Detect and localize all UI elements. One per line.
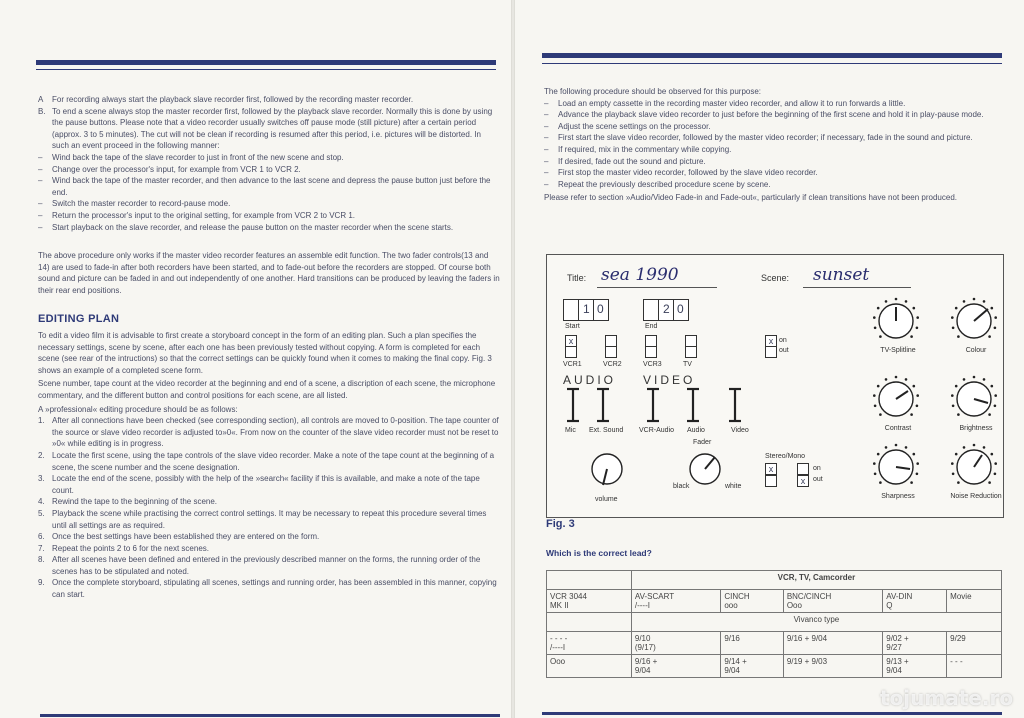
table-header-row [547,590,1002,613]
step-number: 3. [38,474,45,484]
cell-line1: 9/14 + [724,657,747,666]
list-marker: – [38,199,43,209]
on-switch-top: x [765,335,777,347]
editing-plan-body [38,330,500,601]
cell-line1: 9/16 [724,634,740,643]
header-line1: BNC/CINCH [786,592,832,601]
dash-marker: – [544,168,549,178]
left-header-rule-thin [36,69,496,70]
table-subheader-row [547,613,1002,632]
list-item [38,106,500,152]
start-digit-2: 1 [578,299,594,321]
procedure-step [544,132,1004,144]
procedure-note: Please refer to section »Audio/Video Fade-in and Fade-out«, particularly if clean transitions have not been produced. [544,193,957,203]
right-footer-rule [542,712,1002,715]
cell-line1: - - - - [550,634,568,643]
subheader-blank [547,613,632,632]
source-switch-bottom [645,346,657,358]
step-text: After all connections have been checked (see corresponding section), all controls are moved to 0-position. The tape counter of the source or slave video recorder is adjusted to»0«. From now on the counter of the slave video recorder must not be reset to »0« while editing is in progress. [52,416,499,449]
header-line1: Movie [950,592,972,601]
table-cell [783,655,882,678]
source-switch-top: x [565,335,577,347]
cell-line1: 9/02 + [886,634,909,643]
procedure-step [544,144,1004,156]
procedure-step [544,167,1004,179]
step-number: 7. [38,543,45,553]
source-label: TV [683,361,692,368]
list-text: Wind back the tape of the slave recorder to just in front of the new scene and stop. [52,152,344,162]
column-header [783,590,882,613]
volume-label: volume [595,496,618,503]
on-switch-bottom [765,346,777,358]
fader-label: VCR-Audio [639,427,675,434]
list-marker: B. [38,106,46,116]
cell-line1: 9/10 [634,634,651,643]
knob-label: Contrast [884,425,912,432]
table-cell [883,655,947,678]
list-item [38,175,500,198]
right-header-rule [542,53,1002,58]
procedure-step-text: Advance the playback slave video recorder to just before the beginning of the first scene and hold it in play-pause mode. [558,110,984,120]
step-text: Locate the end of the scene, possibly with the help of the »search« facility if this is available, and make a note of the tape count. [52,474,480,495]
on-label: on [779,337,787,344]
list-text: Return the processor's input to the original setting, for example from VCR 2 to VCR 1. [52,210,355,220]
table-group-row [547,571,1002,590]
title-label: Title: [567,273,587,283]
knob-dial [939,295,1009,347]
step-text: Locate the first scene, using the tape controls of the slave video recorder. Make a note of the tape count at the beginning of a scene, the scene number and the scene designation. [52,450,495,472]
scene-underline [803,287,911,288]
numbered-step [38,508,500,531]
step-text: Once the best settings have been established they are entered on the form. [52,532,320,542]
list-text: To end a scene always stop the master recorder first, followed by the playback slave recorder. Normally this is done by using the pause buttons. Please note that a video recorder usually switches off pause mode (still picture) after a certain period (approx. 3 to 5 minutes). The cut will not be clean if recording is resumed after this period, i.e. pictures will be distorted. In such an event proceed in the following manner: [52,106,493,151]
procedure-step [544,156,1004,168]
dash-marker: – [544,110,549,120]
procedure-intro: The following procedure should be observed for this purpose: [544,87,762,96]
on-label-2: on [813,465,821,472]
cell-line2: /----I [550,643,566,652]
list-text: Switch the master recorder to record-pause mode. [52,199,231,209]
editing-plan-heading: EDITING PLAN [38,313,120,325]
list-text: Change over the processor's input, for example from VCR 1 to VCR 2. [52,164,301,174]
fader-label: Mic [565,427,576,434]
end-digit-2: 2 [658,299,674,321]
page-fold [511,0,515,718]
stereo-label: Stereo/Mono [765,453,806,460]
list-marker: – [38,176,43,186]
fader-black: black [673,483,690,490]
figure-label: Fig. 3 [546,518,575,530]
knob-label: Sharpness [881,493,915,500]
numbered-step [38,473,500,496]
procedure-step [544,179,1004,191]
table-cell [547,655,632,678]
fader-label: Video [731,427,749,434]
procedure-step-text: Adjust the scene settings on the processor. [558,121,711,131]
header-line1: VCR 3044 [550,592,587,601]
step-text: Repeat the points 2 to 6 for the next scenes. [52,543,209,553]
knob-dial [939,373,1009,425]
audio-label: AUDIO [563,373,617,387]
left-list-a [38,94,500,233]
step-text: Once the complete storyboard, stipulating all scenes, settings and running order, has been assembled in this manner, copying can start. [52,578,497,600]
cell-line2: 9/04 [886,666,902,675]
procedure-step-text: Load an empty cassette in the recording master video recorder, and allow it to run forwards a little. [558,98,906,108]
dash-marker: – [544,156,549,166]
knob-dial [939,441,1009,493]
start-digit-1 [563,299,579,321]
procedure-step-text: First start the slave video recorder, followed by the master video recorder; if necessary, fade in the sound and picture. [558,133,973,143]
fader-label: Audio [687,427,705,434]
header-line1: AV-SCART [634,592,675,601]
fader-group [547,381,767,429]
table-row [547,655,1002,678]
table-row [547,632,1002,655]
cell-line1: 9/16 + 9/04 [786,634,828,643]
procedure-step-text: If required, mix in the commentary while copying. [558,144,732,154]
numbered-step [38,496,500,508]
step-number: 2. [38,450,45,460]
header-line2: /----I [634,601,650,610]
fader-label: Ext. Sound [589,427,624,434]
list-marker: – [38,164,43,174]
knob-dial [861,295,931,347]
column-header [721,590,784,613]
source-label: VCR3 [643,361,662,368]
title-value: sea 1990 [601,265,679,285]
dash-marker: – [544,144,549,154]
source-switch-bottom [605,346,617,358]
step-number: 5. [38,508,45,518]
knob [939,441,1009,507]
procedure-step [544,98,1004,110]
lead-question: Which is the correct lead? [546,548,652,558]
group-header: VCR, TV, Camcorder [631,571,1001,590]
list-item [38,164,500,176]
out-label: out [779,347,789,354]
end-digit-1 [643,299,659,321]
source-label: VCR2 [603,361,622,368]
source-label: VCR1 [563,361,582,368]
cell-line2: 9/27 [886,643,902,652]
vivanco-type: Vivanco type [631,613,1001,632]
step-number: 4. [38,497,45,507]
right-header-rule-thin [542,63,1002,64]
table-cell [783,632,882,655]
list-text: Wind back the tape of the master recorder, and then advance to the last scene and depress the pause button just before the end. [52,176,491,197]
out-label-2: out [813,476,823,483]
column-header [547,590,632,613]
knob [861,295,931,361]
cell-line1: 9/13 + [886,657,909,666]
mono-switch-2: x [797,475,809,487]
table-cell [631,655,720,678]
knob [861,373,931,439]
list-item [38,210,500,222]
table-cell [883,632,947,655]
knob-label: Noise Reduction [950,493,1002,500]
list-item [38,198,500,210]
video-label: VIDEO [643,373,696,387]
table-cell [721,632,784,655]
numbered-step [38,415,500,450]
cell-line1: Ooo [550,657,566,666]
dash-marker: – [544,121,549,131]
scene-label: Scene: [761,273,790,283]
header-line2: Ooo [786,601,802,610]
cell-line2: 9/04 [634,666,651,675]
assemble-text: The above procedure only works if the master video recorder features an assemble edit function. The two fader controls(13 and 14) are used to fade-in after both recorders have been started, and to fade-out before the recorders are stopped. Of course both sound and picture can be faded in and out independently of one another. Hard transitions can be produced by leaving the faders in their rear end positions. [38,251,500,295]
column-header [947,590,1002,613]
scene-value: sunset [813,265,870,285]
cell-line1: 9/19 + 9/03 [786,657,828,666]
procedure-step-text: If desired, fade out the sound and picture. [558,156,706,166]
cell-line2: 9/04 [724,666,740,675]
table-cell [721,655,784,678]
plan-paragraph-2: Scene number, tape count at the video recorder at the beginning and end of a scene, a discription of each scene, the microphone commentary, and the different button and control positions for each scene, are all listed. [38,379,496,400]
table-cell [631,632,720,655]
knob-label: Colour [965,347,987,354]
knob-dial [861,441,931,493]
step-number: 8. [38,555,45,565]
step-text: After all scenes have been defined and entered in the previously described manner on the forms, the running order of the scenes has to be stipulated and noted. [52,555,481,576]
table-cell [947,632,1002,655]
knob-dial [861,373,931,425]
source-switch-bottom [565,346,577,358]
right-procedure [544,86,1004,204]
knob [939,295,1009,361]
scene-form [546,254,1004,518]
dash-marker: – [544,179,549,189]
procedure-step-text: First stop the master video recorder, followed by the slave video recorder. [558,168,818,178]
header-line1: CINCH [724,592,750,601]
volume-knob [577,445,637,497]
fader-white: white [725,483,742,490]
step-text: Playback the scene while practising the correct control settings. It may be necessary to repeat this procedure several times until all settings are as required. [52,508,487,530]
source-switch-bottom [685,346,697,358]
list-text: Start playback on the slave recorder, and release the pause button on the master recorder when the scene starts. [52,222,454,232]
column-header [631,590,720,613]
dash-marker: – [544,133,549,143]
numbered-step [38,577,500,600]
column-header [883,590,947,613]
mono-switch [797,463,809,475]
numbered-step [38,531,500,543]
table-cell [947,655,1002,678]
stereo-switch: x [765,463,777,475]
lead-table [546,570,1002,678]
table-cell [547,632,632,655]
knob-label: TV-Splitline [880,347,916,354]
list-item [38,152,500,164]
start-label: Start [565,323,580,330]
list-text: For recording always start the playback slave recorder first, followed by the recording master recorder. [52,95,414,104]
procedure-step [544,109,1004,121]
plan-paragraph-1: To edit a video film it is advisable to first create a storyboard concept in the form of an editing plan. Such a plan specifies the necessary settings, scene by scene, after each one has been previously tested without copying. A form is completed for each scene (see rear of the intructions) so that the correct settings can be quickly found when it comes to making the final copy. Fig. 3 shows an example of a completed scene form. [38,331,492,375]
step-number: 1. [38,416,45,426]
list-marker: – [38,152,43,162]
step-text: Rewind the tape to the beginning of the scene. [52,497,218,507]
list-marker: A [38,95,44,104]
list-marker: – [38,222,43,232]
stereo-switch-2 [765,475,777,487]
header-line1: AV-DIN [886,592,913,601]
cell-line1: - - - [950,657,963,666]
step-number: 6. [38,532,45,542]
left-header-rule [36,60,496,65]
step-number: 9. [38,578,45,588]
table-corner [547,571,632,590]
start-digit-3: 0 [593,299,609,321]
assemble-paragraph [38,250,500,296]
numbered-step [38,543,500,555]
procedure-step-text: Repeat the previously described procedure scene by scene. [558,179,771,189]
header-line2: MK II [550,601,569,610]
knob [861,441,931,507]
list-marker: – [38,210,43,220]
header-line2: ooo [724,601,738,610]
title-underline [597,287,717,288]
end-digit-3: 0 [673,299,689,321]
procedure-step [544,121,1004,133]
header-line2: Q [886,601,893,610]
knob-label: Brightness [959,425,993,432]
knob [939,373,1009,439]
numbered-step [38,450,500,473]
fader-caption: Fader [693,439,712,446]
plan-paragraph-3: A »professional« editing procedure should be as follows: [38,404,238,414]
watermark: tojumate.ro [880,686,1014,710]
end-label: End [645,323,658,330]
dash-marker: – [544,98,549,108]
list-item [38,94,500,106]
cell-line1: 9/29 [950,634,966,643]
cell-line2: (9/17) [634,643,656,652]
cell-line1: 9/16 + [634,657,658,666]
left-footer-rule [40,714,500,717]
numbered-step [38,554,500,577]
list-item [38,222,500,234]
